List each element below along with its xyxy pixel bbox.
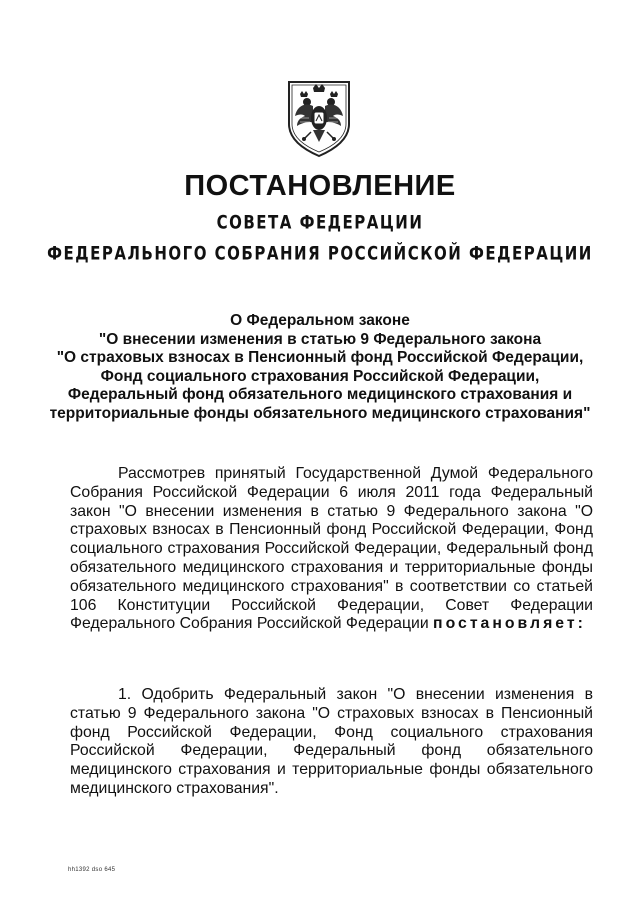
- document-footer-code: hh1392 dso 645: [68, 867, 116, 873]
- document-title: ПОСТАНОВЛЕНИЕ: [184, 170, 456, 202]
- heading-line: "О внесении изменения в статью 9 Федерального закона: [98, 330, 542, 348]
- issuer-line-1: СОВЕТА ФЕДЕРАЦИИ: [216, 210, 424, 234]
- heading-line: О Федеральном законе: [230, 312, 410, 329]
- resolution-item-1: [70, 686, 593, 799]
- preamble-text: Рассмотрев принятый Государственной Думой Федерального Собрания Российской Федерации 6 июля 2011 года Федеральный закон "О внесении изменения в статью 9 Федерального закона "О страховых взносах в Пенсионный фонд Российской Федерации, Фонд социального страхования Российской Федерации, Федеральный фонд обязательного медицинского страхования и территориальные фонды обязательного медицинского страхования" в соответствии со статьей 106 Конституции Российской Федерации, Совет Федерации Федерального Собрания Российской Федерации: [70, 465, 593, 633]
- heading-line: Фонд социального страхования Российской Федерации,: [100, 367, 540, 385]
- heading-line: Федеральный фонд обязательного медицинского страхования и: [67, 386, 573, 404]
- decree-word: постановляет:: [433, 615, 586, 633]
- coat-of-arms-icon: [283, 72, 355, 160]
- law-heading: [40, 312, 600, 424]
- heading-line: "О страховых взносах в Пенсионный фонд Российской Федерации,: [56, 349, 584, 367]
- preamble-paragraph: [70, 465, 593, 634]
- issuer-line-2: ФЕДЕРАЛЬНОГО СОБРАНИЯ РОССИЙСКОЙ ФЕДЕРАЦИИ: [47, 241, 593, 265]
- heading-line: территориальные фонды обязательного медицинского страхования": [49, 404, 591, 422]
- resolution-item-1-text: 1. Одобрить Федеральный закон "О внесении изменения в статью 9 Федерального закона "О страховых взносах в Пенсионный фонд Российской Федерации, Фонд социального страхования Российской Федерации, Федеральный фонд обязательного медицинского страхования и территориальные фонды обязательного медицинского страхования".: [70, 686, 593, 797]
